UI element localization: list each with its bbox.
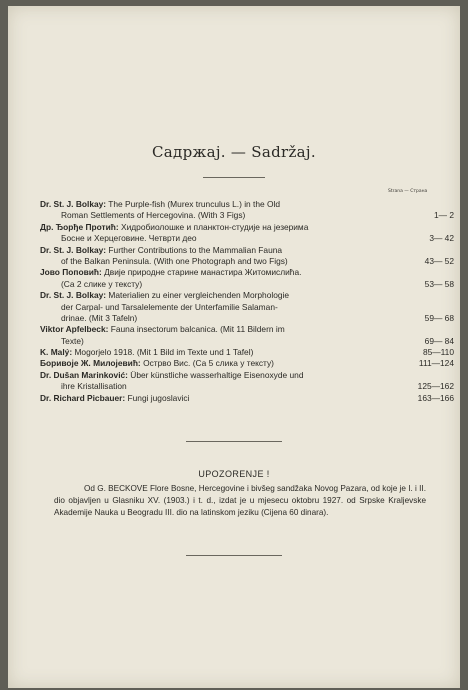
toc-entry-line (40, 302, 454, 313)
toc-entry-title: Хидробиолошке и планктон-студије на језерима (121, 221, 309, 232)
toc-entry-line (40, 336, 454, 347)
toc-entry-author: Јово Поповић: (40, 267, 102, 278)
title-divider (203, 177, 265, 178)
toc-entry (40, 358, 454, 369)
toc-entry-line (40, 256, 454, 267)
toc-entry-pages: 85—110 (422, 347, 454, 358)
page-column-header: Strana — Страна (388, 189, 428, 194)
toc-entry-title: Двије природне старине манастира Житомислића. (104, 267, 302, 278)
notice-text: Od G. BECKOVE Flore Bosne, Hercegovine i bivšeg sandžaka Novog Pazara, od koje je I. i II. dio objavljen u Glasniku XV. (1903.) i t. d., izdat je u mjesecu oktobru 1927. od Srpske Kraljevske Akademije Nauka u Beogradu III. dio na latinskom jeziku (Cijena 60 dinara). (54, 484, 426, 517)
toc-entry-line (40, 358, 454, 369)
toc-entry-line (40, 313, 454, 324)
toc-entry-line (40, 222, 454, 233)
toc-entry-author: Dr. St. J. Bolkay: (40, 290, 107, 301)
toc-entry-line (40, 245, 454, 256)
toc-entry-author: Боривоје Ж. Милојевић: (40, 358, 141, 369)
toc-entry-title: Босне и Херцеговине. Четврти део (61, 233, 197, 244)
toc-entry (40, 267, 454, 290)
toc-entry (40, 245, 454, 268)
section-divider (186, 441, 282, 442)
toc-entry-author: Viktor Apfelbeck: (40, 324, 109, 335)
toc-entry-pages: 53— 58 (424, 278, 454, 289)
toc-entry-title: Mogorjelo 1918. (Mit 1 Bild im Texte und 1 Tafel) (74, 347, 254, 358)
toc-entry-title: Roman Settlements of Hercegovina. (With 3 Figs) (61, 210, 246, 221)
toc-entry-line (40, 324, 454, 335)
toc-entry-title: Texte) (61, 335, 84, 346)
toc-entry-author: Dr. St. J. Bolkay: (40, 244, 107, 255)
toc-entry-title: der Carpal- und Tarsalelemente der Unterfamilie Salaman- (61, 301, 278, 312)
toc-entry-line (40, 290, 454, 301)
toc-entry-title: Fungi jugoslavici (127, 392, 190, 403)
toc-entry-title: drinae. (Mit 3 Tafeln) (61, 312, 138, 323)
toc-entry (40, 393, 454, 404)
toc-entry-author: Dr. St. J. Bolkay: (40, 199, 107, 209)
toc-entry-line (40, 199, 454, 210)
bottom-divider (186, 555, 282, 556)
page-title: Садржај. — Sadržaj. (152, 143, 316, 161)
document-page (8, 6, 460, 688)
toc-entry-pages: 1— 2 (433, 210, 454, 221)
toc-entry-author: Dr. Richard Picbauer: (40, 392, 126, 403)
toc-entry-pages: 125—162 (417, 381, 454, 392)
toc-entry (40, 324, 454, 347)
toc-entry-pages: 111—124 (418, 358, 454, 369)
toc-entry (40, 370, 454, 393)
toc-entry-pages: 69— 84 (424, 335, 454, 346)
toc-entry-pages: 59— 68 (424, 312, 454, 323)
toc-entry-line (40, 279, 454, 290)
toc-entry-title: ihre Kristallisation (61, 381, 127, 392)
notice-title: UPOZORENJE ! (198, 469, 270, 479)
toc-entry-line (40, 267, 454, 278)
toc-entry (40, 347, 454, 358)
toc-entry-author: Dr. Dušan Marinković: (40, 369, 128, 380)
toc-entry (40, 199, 454, 222)
toc-entry-title: The Purple-fish (Murex trunculus L.) in the Old (108, 199, 281, 209)
toc-entry-title: of the Balkan Peninsula. (With one Photograph and two Figs) (61, 255, 288, 266)
toc-entry-title: Further Contributions to the Mammalian Fauna (108, 244, 283, 255)
toc-entry (40, 222, 454, 245)
toc-entry-line (40, 347, 454, 358)
toc-entry-line (40, 381, 454, 392)
toc-entry-line (40, 393, 454, 404)
toc-entry-title: Materialien zu einer vergleichenden Morphologie (108, 290, 290, 301)
toc-entry-author: Др. Ђорђе Протић: (40, 221, 119, 232)
toc-entry-pages: 43— 52 (424, 255, 454, 266)
toc-entry-pages: 3— 42 (429, 233, 454, 244)
toc-entry-line (40, 233, 454, 244)
toc-entry-author: K. Malý: (40, 347, 73, 358)
toc-entry (40, 290, 454, 324)
toc-entry-title: Острво Вис. (Са 5 слика у тексту) (143, 358, 274, 369)
toc-entry-title: Fauna insectorum balcanica. (Mit 11 Bildern im (110, 324, 285, 335)
toc-entry-line (40, 370, 454, 381)
table-of-contents (40, 199, 454, 404)
toc-entry-line (40, 210, 454, 221)
toc-entry-title: (Са 2 слике у тексту) (61, 278, 143, 289)
toc-entry-pages: 163—166 (417, 392, 454, 403)
toc-entry-title: Über künstliche wasserhaltige Eisenoxyde und (130, 369, 304, 380)
